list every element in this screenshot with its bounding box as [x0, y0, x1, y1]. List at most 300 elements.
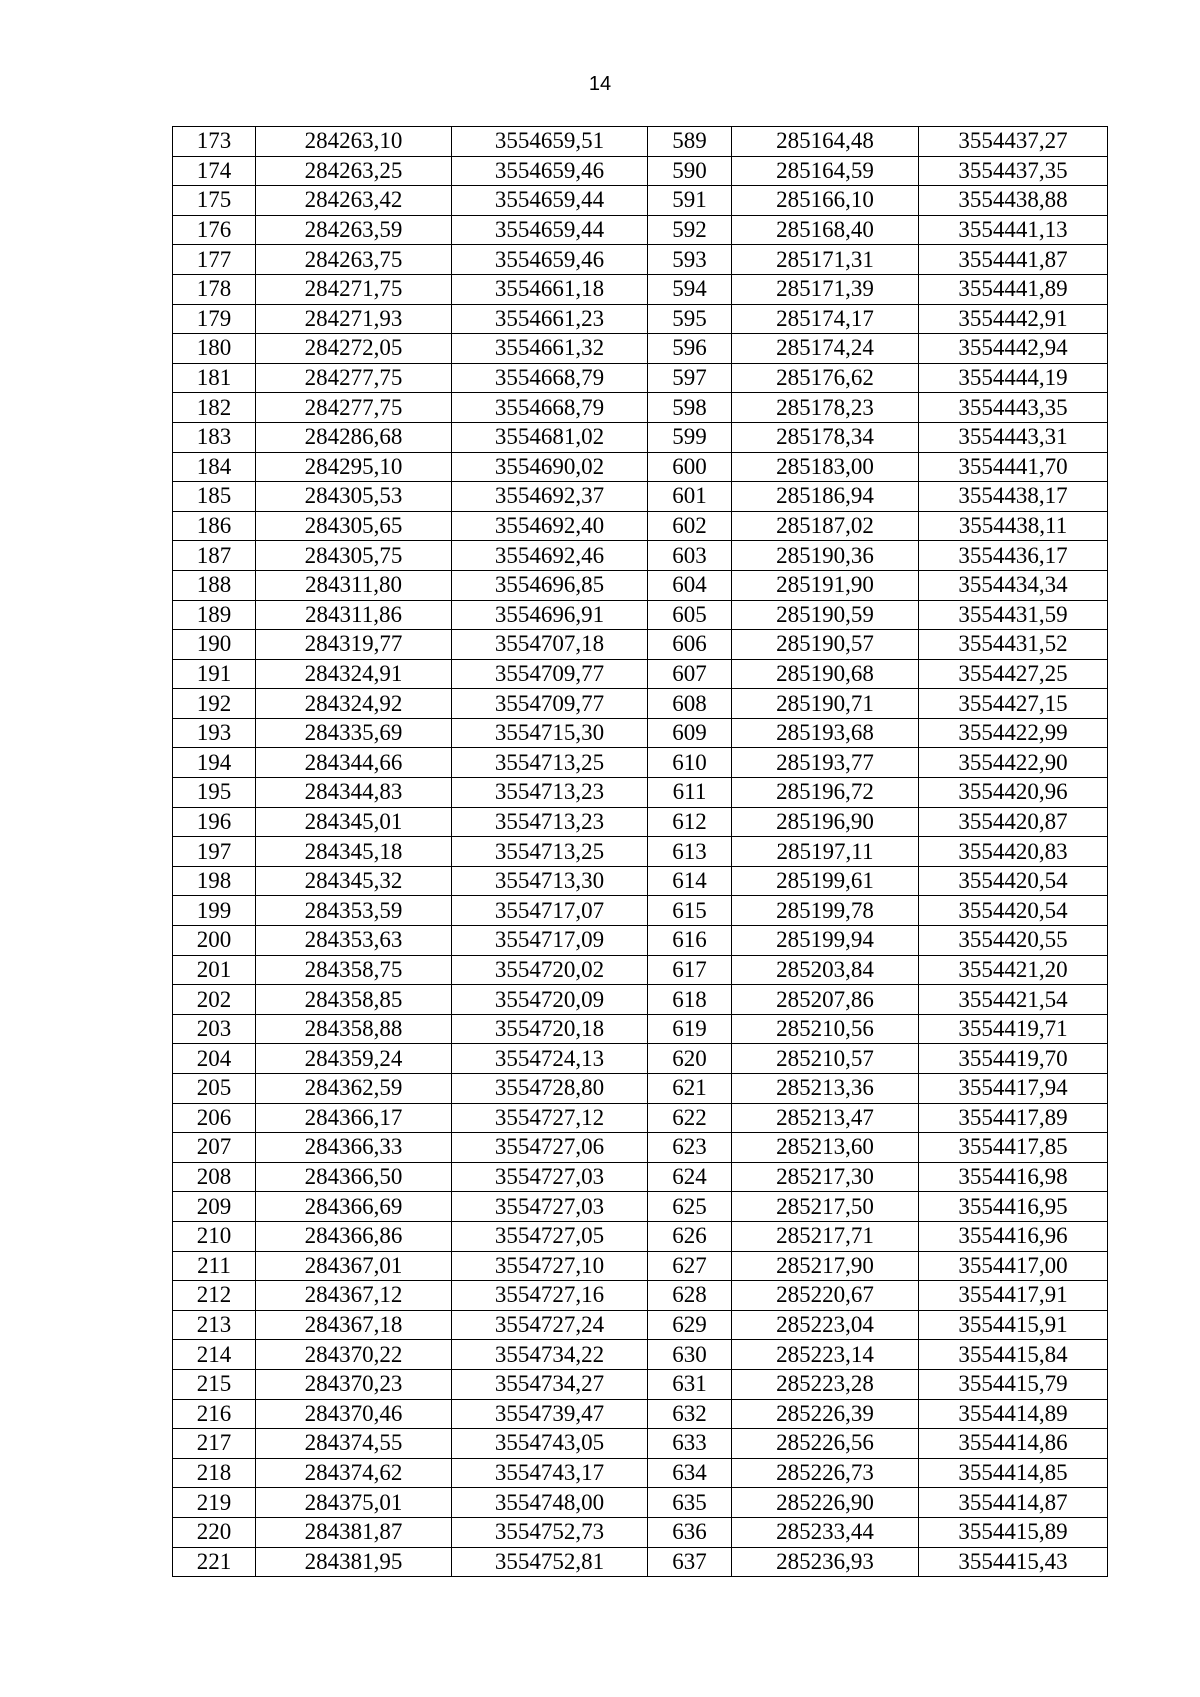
table-cell-point-number: 195	[173, 778, 256, 808]
table-cell-y-coordinate: 3554441,89	[919, 274, 1108, 304]
table-cell-y-coordinate: 3554422,90	[919, 748, 1108, 778]
table-cell-x-coordinate: 285187,02	[732, 511, 919, 541]
table-cell-x-coordinate: 285226,73	[732, 1458, 919, 1488]
table-cell-point-number: 207	[173, 1133, 256, 1163]
table-cell-point-number: 625	[648, 1192, 732, 1222]
table-cell-x-coordinate: 285199,61	[732, 866, 919, 896]
table-cell-point-number: 212	[173, 1281, 256, 1311]
table-cell-x-coordinate: 284375,01	[256, 1488, 452, 1518]
table-cell-x-coordinate: 285190,36	[732, 541, 919, 571]
table-cell-point-number: 631	[648, 1369, 732, 1399]
table-cell-point-number: 595	[648, 304, 732, 334]
table-cell-y-coordinate: 3554748,00	[452, 1488, 648, 1518]
table-cell-y-coordinate: 3554420,96	[919, 778, 1108, 808]
table-row	[173, 1429, 1108, 1459]
table-row	[173, 245, 1108, 275]
table-row	[173, 1369, 1108, 1399]
table-cell-point-number: 600	[648, 452, 732, 482]
table-cell-y-coordinate: 3554421,54	[919, 985, 1108, 1015]
table-cell-y-coordinate: 3554442,91	[919, 304, 1108, 334]
table-cell-y-coordinate: 3554414,87	[919, 1488, 1108, 1518]
table-cell-point-number: 613	[648, 837, 732, 867]
table-cell-y-coordinate: 3554709,77	[452, 689, 648, 719]
table-row	[173, 570, 1108, 600]
table-cell-y-coordinate: 3554709,77	[452, 659, 648, 689]
table-cell-point-number: 178	[173, 274, 256, 304]
table-row	[173, 807, 1108, 837]
table-cell-y-coordinate: 3554415,89	[919, 1517, 1108, 1547]
table-cell-point-number: 183	[173, 422, 256, 452]
table-cell-y-coordinate: 3554713,23	[452, 807, 648, 837]
table-cell-x-coordinate: 284374,55	[256, 1429, 452, 1459]
table-cell-point-number: 221	[173, 1547, 256, 1577]
table-cell-y-coordinate: 3554659,44	[452, 186, 648, 216]
table-cell-y-coordinate: 3554438,11	[919, 511, 1108, 541]
table-cell-point-number: 218	[173, 1458, 256, 1488]
table-cell-point-number: 628	[648, 1281, 732, 1311]
table-cell-point-number: 209	[173, 1192, 256, 1222]
table-cell-point-number: 176	[173, 215, 256, 245]
table-cell-point-number: 618	[648, 985, 732, 1015]
table-cell-y-coordinate: 3554417,89	[919, 1103, 1108, 1133]
table-cell-x-coordinate: 285199,78	[732, 896, 919, 926]
table-cell-point-number: 629	[648, 1310, 732, 1340]
table-cell-x-coordinate: 284263,42	[256, 186, 452, 216]
table-cell-x-coordinate: 284335,69	[256, 718, 452, 748]
table-cell-y-coordinate: 3554752,73	[452, 1517, 648, 1547]
table-cell-point-number: 616	[648, 926, 732, 956]
table-cell-y-coordinate: 3554681,02	[452, 422, 648, 452]
table-cell-x-coordinate: 285217,30	[732, 1162, 919, 1192]
table-cell-x-coordinate: 284353,59	[256, 896, 452, 926]
table-cell-point-number: 194	[173, 748, 256, 778]
table-cell-x-coordinate: 285178,23	[732, 393, 919, 423]
table-row	[173, 748, 1108, 778]
table-row	[173, 1251, 1108, 1281]
table-cell-point-number: 597	[648, 363, 732, 393]
table-row	[173, 1192, 1108, 1222]
table-cell-point-number: 180	[173, 334, 256, 364]
table-cell-x-coordinate: 285223,04	[732, 1310, 919, 1340]
table-cell-x-coordinate: 285193,68	[732, 718, 919, 748]
table-cell-x-coordinate: 285168,40	[732, 215, 919, 245]
table-cell-point-number: 204	[173, 1044, 256, 1074]
table-cell-y-coordinate: 3554438,88	[919, 186, 1108, 216]
table-cell-point-number: 599	[648, 422, 732, 452]
table-cell-y-coordinate: 3554707,18	[452, 630, 648, 660]
table-row	[173, 127, 1108, 157]
table-cell-y-coordinate: 3554692,37	[452, 482, 648, 512]
table-row	[173, 1340, 1108, 1370]
table-cell-x-coordinate: 284367,01	[256, 1251, 452, 1281]
table-cell-y-coordinate: 3554417,00	[919, 1251, 1108, 1281]
table-cell-y-coordinate: 3554444,19	[919, 363, 1108, 393]
table-cell-point-number: 173	[173, 127, 256, 157]
table-cell-y-coordinate: 3554743,17	[452, 1458, 648, 1488]
table-row	[173, 186, 1108, 216]
table-cell-x-coordinate: 284305,65	[256, 511, 452, 541]
table-cell-point-number: 632	[648, 1399, 732, 1429]
table-cell-y-coordinate: 3554692,40	[452, 511, 648, 541]
table-cell-y-coordinate: 3554715,30	[452, 718, 648, 748]
table-cell-y-coordinate: 3554415,79	[919, 1369, 1108, 1399]
table-cell-point-number: 617	[648, 955, 732, 985]
table-cell-y-coordinate: 3554727,24	[452, 1310, 648, 1340]
table-cell-point-number: 217	[173, 1429, 256, 1459]
table-cell-y-coordinate: 3554443,31	[919, 422, 1108, 452]
table-cell-point-number: 636	[648, 1517, 732, 1547]
table-row	[173, 541, 1108, 571]
table-cell-point-number: 175	[173, 186, 256, 216]
table-cell-x-coordinate: 285190,68	[732, 659, 919, 689]
table-cell-point-number: 607	[648, 659, 732, 689]
table-cell-x-coordinate: 285190,59	[732, 600, 919, 630]
table-cell-y-coordinate: 3554713,30	[452, 866, 648, 896]
table-cell-point-number: 190	[173, 630, 256, 660]
table-cell-point-number: 589	[648, 127, 732, 157]
table-cell-y-coordinate: 3554720,02	[452, 955, 648, 985]
table-row	[173, 452, 1108, 482]
table-cell-y-coordinate: 3554415,84	[919, 1340, 1108, 1370]
table-cell-y-coordinate: 3554659,44	[452, 215, 648, 245]
table-row	[173, 215, 1108, 245]
table-row	[173, 1103, 1108, 1133]
table-cell-x-coordinate: 285213,47	[732, 1103, 919, 1133]
table-cell-x-coordinate: 284366,50	[256, 1162, 452, 1192]
table-row	[173, 1547, 1108, 1577]
table-row	[173, 718, 1108, 748]
table-cell-y-coordinate: 3554431,59	[919, 600, 1108, 630]
table-cell-x-coordinate: 285217,50	[732, 1192, 919, 1222]
table-row	[173, 926, 1108, 956]
table-row	[173, 689, 1108, 719]
table-cell-point-number: 215	[173, 1369, 256, 1399]
table-cell-y-coordinate: 3554713,23	[452, 778, 648, 808]
table-cell-y-coordinate: 3554416,96	[919, 1221, 1108, 1251]
table-cell-y-coordinate: 3554420,55	[919, 926, 1108, 956]
table-row	[173, 1517, 1108, 1547]
table-cell-point-number: 623	[648, 1133, 732, 1163]
table-cell-x-coordinate: 285164,48	[732, 127, 919, 157]
table-cell-y-coordinate: 3554713,25	[452, 748, 648, 778]
table-cell-x-coordinate: 284295,10	[256, 452, 452, 482]
table-cell-y-coordinate: 3554659,51	[452, 127, 648, 157]
table-cell-point-number: 590	[648, 156, 732, 186]
table-cell-y-coordinate: 3554427,15	[919, 689, 1108, 719]
table-cell-y-coordinate: 3554661,32	[452, 334, 648, 364]
table-cell-y-coordinate: 3554717,09	[452, 926, 648, 956]
table-row	[173, 1133, 1108, 1163]
table-cell-point-number: 596	[648, 334, 732, 364]
table-cell-point-number: 619	[648, 1014, 732, 1044]
table-cell-y-coordinate: 3554696,91	[452, 600, 648, 630]
table-cell-x-coordinate: 284374,62	[256, 1458, 452, 1488]
table-row	[173, 866, 1108, 896]
table-cell-x-coordinate: 285213,60	[732, 1133, 919, 1163]
table-cell-point-number: 603	[648, 541, 732, 571]
table-row	[173, 363, 1108, 393]
table-cell-point-number: 213	[173, 1310, 256, 1340]
table-cell-y-coordinate: 3554743,05	[452, 1429, 648, 1459]
table-cell-point-number: 612	[648, 807, 732, 837]
coordinates-table-body	[173, 127, 1108, 1577]
table-cell-point-number: 203	[173, 1014, 256, 1044]
table-cell-x-coordinate: 284367,18	[256, 1310, 452, 1340]
table-cell-point-number: 624	[648, 1162, 732, 1192]
table-cell-x-coordinate: 284358,85	[256, 985, 452, 1015]
table-cell-x-coordinate: 285196,72	[732, 778, 919, 808]
table-cell-point-number: 208	[173, 1162, 256, 1192]
table-cell-y-coordinate: 3554739,47	[452, 1399, 648, 1429]
table-cell-x-coordinate: 285226,90	[732, 1488, 919, 1518]
table-cell-point-number: 593	[648, 245, 732, 275]
table-cell-point-number: 193	[173, 718, 256, 748]
table-cell-point-number: 181	[173, 363, 256, 393]
table-cell-y-coordinate: 3554661,23	[452, 304, 648, 334]
table-cell-point-number: 200	[173, 926, 256, 956]
table-cell-y-coordinate: 3554415,43	[919, 1547, 1108, 1577]
table-row	[173, 1399, 1108, 1429]
table-cell-x-coordinate: 285171,39	[732, 274, 919, 304]
table-cell-x-coordinate: 284345,32	[256, 866, 452, 896]
table-cell-y-coordinate: 3554416,95	[919, 1192, 1108, 1222]
table-cell-point-number: 602	[648, 511, 732, 541]
table-cell-y-coordinate: 3554690,02	[452, 452, 648, 482]
table-cell-point-number: 184	[173, 452, 256, 482]
table-cell-y-coordinate: 3554720,09	[452, 985, 648, 1015]
table-cell-y-coordinate: 3554420,83	[919, 837, 1108, 867]
table-cell-x-coordinate: 284370,46	[256, 1399, 452, 1429]
table-cell-x-coordinate: 284370,22	[256, 1340, 452, 1370]
table-cell-x-coordinate: 284263,25	[256, 156, 452, 186]
table-cell-x-coordinate: 285164,59	[732, 156, 919, 186]
table-cell-point-number: 211	[173, 1251, 256, 1281]
table-row	[173, 1162, 1108, 1192]
table-cell-point-number: 205	[173, 1074, 256, 1104]
table-row	[173, 1044, 1108, 1074]
table-cell-x-coordinate: 285191,90	[732, 570, 919, 600]
table-cell-x-coordinate: 284366,17	[256, 1103, 452, 1133]
table-cell-y-coordinate: 3554441,13	[919, 215, 1108, 245]
table-cell-y-coordinate: 3554421,20	[919, 955, 1108, 985]
table-cell-point-number: 637	[648, 1547, 732, 1577]
table-cell-point-number: 187	[173, 541, 256, 571]
table-cell-x-coordinate: 284324,91	[256, 659, 452, 689]
table-cell-point-number: 626	[648, 1221, 732, 1251]
table-cell-point-number: 609	[648, 718, 732, 748]
table-cell-point-number: 177	[173, 245, 256, 275]
table-cell-x-coordinate: 284381,87	[256, 1517, 452, 1547]
table-cell-y-coordinate: 3554416,98	[919, 1162, 1108, 1192]
table-cell-x-coordinate: 284366,33	[256, 1133, 452, 1163]
table-cell-y-coordinate: 3554728,80	[452, 1074, 648, 1104]
table-cell-point-number: 627	[648, 1251, 732, 1281]
table-row	[173, 393, 1108, 423]
table-cell-y-coordinate: 3554442,94	[919, 334, 1108, 364]
table-row	[173, 156, 1108, 186]
table-cell-x-coordinate: 285226,56	[732, 1429, 919, 1459]
table-row	[173, 985, 1108, 1015]
table-cell-y-coordinate: 3554417,94	[919, 1074, 1108, 1104]
table-cell-y-coordinate: 3554427,25	[919, 659, 1108, 689]
table-cell-y-coordinate: 3554752,81	[452, 1547, 648, 1577]
table-cell-point-number: 630	[648, 1340, 732, 1370]
table-cell-y-coordinate: 3554727,03	[452, 1162, 648, 1192]
table-cell-y-coordinate: 3554734,22	[452, 1340, 648, 1370]
table-cell-x-coordinate: 284271,93	[256, 304, 452, 334]
table-cell-x-coordinate: 285210,57	[732, 1044, 919, 1074]
table-row	[173, 955, 1108, 985]
table-row	[173, 1014, 1108, 1044]
table-cell-x-coordinate: 285197,11	[732, 837, 919, 867]
table-cell-y-coordinate: 3554415,91	[919, 1310, 1108, 1340]
table-row	[173, 511, 1108, 541]
table-cell-x-coordinate: 284381,95	[256, 1547, 452, 1577]
table-cell-point-number: 601	[648, 482, 732, 512]
table-cell-point-number: 591	[648, 186, 732, 216]
table-cell-x-coordinate: 285178,34	[732, 422, 919, 452]
table-cell-y-coordinate: 3554668,79	[452, 363, 648, 393]
table-cell-y-coordinate: 3554696,85	[452, 570, 648, 600]
table-cell-x-coordinate: 285193,77	[732, 748, 919, 778]
table-cell-y-coordinate: 3554720,18	[452, 1014, 648, 1044]
table-cell-point-number: 633	[648, 1429, 732, 1459]
table-cell-y-coordinate: 3554436,17	[919, 541, 1108, 571]
table-cell-x-coordinate: 284344,66	[256, 748, 452, 778]
table-cell-x-coordinate: 285217,71	[732, 1221, 919, 1251]
table-cell-x-coordinate: 284263,59	[256, 215, 452, 245]
table-cell-x-coordinate: 284366,69	[256, 1192, 452, 1222]
coordinates-table	[172, 126, 1108, 1577]
table-cell-y-coordinate: 3554441,87	[919, 245, 1108, 275]
table-cell-x-coordinate: 284345,01	[256, 807, 452, 837]
table-cell-x-coordinate: 285166,10	[732, 186, 919, 216]
table-cell-x-coordinate: 285190,57	[732, 630, 919, 660]
table-row	[173, 778, 1108, 808]
table-cell-y-coordinate: 3554437,27	[919, 127, 1108, 157]
table-row	[173, 1458, 1108, 1488]
table-cell-y-coordinate: 3554420,54	[919, 866, 1108, 896]
table-cell-x-coordinate: 285236,93	[732, 1547, 919, 1577]
table-cell-point-number: 634	[648, 1458, 732, 1488]
table-cell-y-coordinate: 3554434,34	[919, 570, 1108, 600]
table-cell-y-coordinate: 3554659,46	[452, 156, 648, 186]
table-cell-x-coordinate: 285203,84	[732, 955, 919, 985]
table-cell-x-coordinate: 284271,75	[256, 274, 452, 304]
table-cell-y-coordinate: 3554727,16	[452, 1281, 648, 1311]
table-cell-x-coordinate: 284311,86	[256, 600, 452, 630]
table-cell-x-coordinate: 285210,56	[732, 1014, 919, 1044]
table-cell-point-number: 201	[173, 955, 256, 985]
table-row	[173, 1074, 1108, 1104]
table-cell-point-number: 614	[648, 866, 732, 896]
table-cell-y-coordinate: 3554713,25	[452, 837, 648, 867]
table-cell-y-coordinate: 3554420,87	[919, 807, 1108, 837]
table-cell-point-number: 606	[648, 630, 732, 660]
table-cell-x-coordinate: 285190,71	[732, 689, 919, 719]
table-cell-point-number: 189	[173, 600, 256, 630]
table-cell-x-coordinate: 285223,14	[732, 1340, 919, 1370]
table-row	[173, 1488, 1108, 1518]
table-cell-point-number: 185	[173, 482, 256, 512]
table-cell-y-coordinate: 3554420,54	[919, 896, 1108, 926]
table-cell-x-coordinate: 284367,12	[256, 1281, 452, 1311]
table-cell-point-number: 635	[648, 1488, 732, 1518]
page-number: 14	[588, 73, 612, 95]
table-cell-x-coordinate: 285220,67	[732, 1281, 919, 1311]
table-cell-y-coordinate: 3554441,70	[919, 452, 1108, 482]
table-cell-x-coordinate: 284345,18	[256, 837, 452, 867]
table-cell-y-coordinate: 3554438,17	[919, 482, 1108, 512]
table-cell-x-coordinate: 285233,44	[732, 1517, 919, 1547]
table-cell-y-coordinate: 3554419,71	[919, 1014, 1108, 1044]
table-cell-point-number: 604	[648, 570, 732, 600]
table-cell-x-coordinate: 284319,77	[256, 630, 452, 660]
table-cell-point-number: 198	[173, 866, 256, 896]
table-cell-y-coordinate: 3554692,46	[452, 541, 648, 571]
table-cell-x-coordinate: 284263,10	[256, 127, 452, 157]
table-cell-x-coordinate: 285183,00	[732, 452, 919, 482]
table-cell-point-number: 216	[173, 1399, 256, 1429]
table-cell-point-number: 199	[173, 896, 256, 926]
table-cell-x-coordinate: 285186,94	[732, 482, 919, 512]
table-row	[173, 630, 1108, 660]
table-cell-y-coordinate: 3554443,35	[919, 393, 1108, 423]
table-row	[173, 422, 1108, 452]
table-cell-point-number: 615	[648, 896, 732, 926]
table-cell-point-number: 608	[648, 689, 732, 719]
table-cell-point-number: 219	[173, 1488, 256, 1518]
table-cell-x-coordinate: 284311,80	[256, 570, 452, 600]
table-cell-x-coordinate: 285174,17	[732, 304, 919, 334]
table-cell-x-coordinate: 284362,59	[256, 1074, 452, 1104]
table-row	[173, 837, 1108, 867]
table-cell-point-number: 610	[648, 748, 732, 778]
table-cell-y-coordinate: 3554661,18	[452, 274, 648, 304]
table-cell-x-coordinate: 284358,88	[256, 1014, 452, 1044]
table-cell-x-coordinate: 285223,28	[732, 1369, 919, 1399]
table-cell-x-coordinate: 284344,83	[256, 778, 452, 808]
table-cell-point-number: 220	[173, 1517, 256, 1547]
table-cell-point-number: 605	[648, 600, 732, 630]
table-cell-point-number: 210	[173, 1221, 256, 1251]
table-cell-y-coordinate: 3554724,13	[452, 1044, 648, 1074]
table-cell-y-coordinate: 3554668,79	[452, 393, 648, 423]
table-cell-y-coordinate: 3554414,89	[919, 1399, 1108, 1429]
table-row	[173, 482, 1108, 512]
table-cell-point-number: 214	[173, 1340, 256, 1370]
table-cell-x-coordinate: 285217,90	[732, 1251, 919, 1281]
table-cell-x-coordinate: 285199,94	[732, 926, 919, 956]
table-row	[173, 1310, 1108, 1340]
table-cell-x-coordinate: 285176,62	[732, 363, 919, 393]
table-cell-point-number: 191	[173, 659, 256, 689]
table-cell-x-coordinate: 284263,75	[256, 245, 452, 275]
table-cell-point-number: 174	[173, 156, 256, 186]
table-cell-y-coordinate: 3554437,35	[919, 156, 1108, 186]
table-cell-y-coordinate: 3554419,70	[919, 1044, 1108, 1074]
table-cell-point-number: 206	[173, 1103, 256, 1133]
table-cell-point-number: 620	[648, 1044, 732, 1074]
table-cell-y-coordinate: 3554422,99	[919, 718, 1108, 748]
table-cell-point-number: 622	[648, 1103, 732, 1133]
table-cell-x-coordinate: 285174,24	[732, 334, 919, 364]
table-cell-x-coordinate: 284277,75	[256, 393, 452, 423]
table-cell-x-coordinate: 285226,39	[732, 1399, 919, 1429]
table-cell-x-coordinate: 284366,86	[256, 1221, 452, 1251]
table-cell-x-coordinate: 284305,75	[256, 541, 452, 571]
table-cell-x-coordinate: 284277,75	[256, 363, 452, 393]
